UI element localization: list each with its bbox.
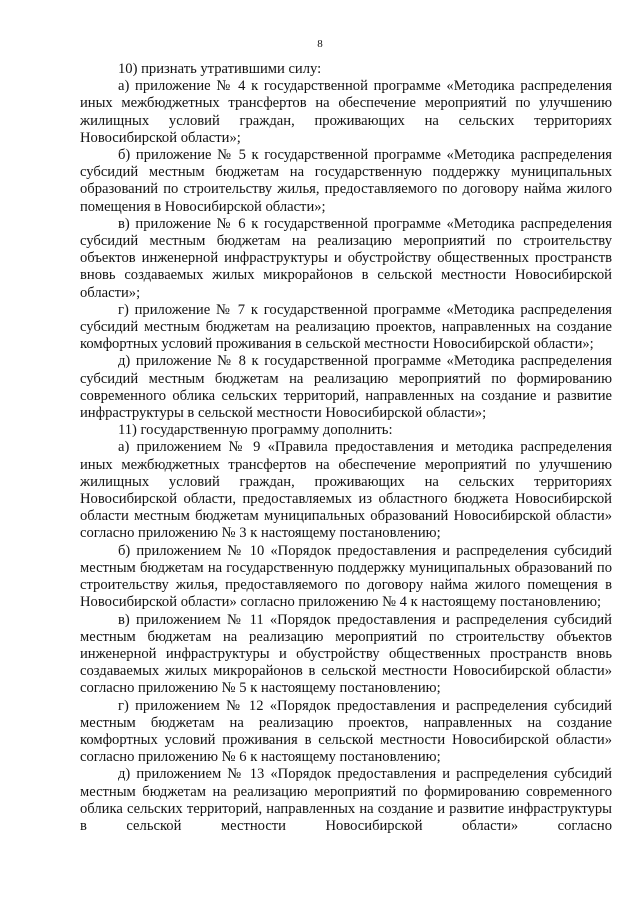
paragraph-10b: б) приложение № 5 к государственной программе «Методика распределения субсидий местным бюджетам на государственную поддержку муниципальных образований по строительству жилья, предоставляемого по договору найма жилого помещения в Новосибирской области»; [80, 147, 612, 215]
paragraph-10e: д) приложение № 8 к государственной программе «Методика распределения субсидий местным бюджетам на реализацию мероприятий по формированию современного облика сельских территорий, направленных на создание и развитие инфраструктуры в сельской местности Новосибирской области»; [80, 353, 612, 422]
paragraph-10a: а) приложение № 4 к государственной программе «Методика распределения иных межбюджетных трансфертов на обеспечение мероприятий по улучшению жилищных условий граждан, проживающих на сельских территориях Новосибирской области»; [80, 78, 612, 146]
page-number: 8 [317, 38, 323, 50]
paragraph-item-11: 11) государственную программу дополнить: [118, 422, 393, 439]
paragraph-11b: б) приложением № 10 «Порядок предоставления и распределения субсидий местным бюджетам на государственную поддержку муниципальных образований по строительству жилья, предоставляемого по договору найма жилого помещения в Новосибирской области» согласно приложению № 4 к настоящему постановлению; [80, 542, 612, 611]
paragraph-11e: д) приложением № 13 «Порядок предоставления и распределения субсидий местным бюджетам на реализацию мероприятий по формированию современного облика сельских территорий, направленных на создание и развитие инфраструктуры в сельской местности Новосибирской области» согласно [80, 766, 612, 834]
paragraph-10d: г) приложение № 7 к государственной программе «Методика распределения субсидий местным бюджетам на реализацию проектов, направленных на создание комфортных условий проживания в сельской местности Новосибирской области»; [80, 301, 612, 353]
paragraph-11d: г) приложением № 12 «Порядок предоставления и распределения субсидий местным бюджетам на реализацию проектов, направленных на создание комфортных условий проживания в сельской местности Новосибирской области» согласно приложению № 6 к настоящему постановлению; [80, 697, 612, 766]
paragraph-10c: в) приложение № 6 к государственной программе «Методика распределения субсидий местным бюджетам на реализацию мероприятий по строительству объектов инженерной инфраструктуры и обустройству общественных пространств вновь создаваемых жилых микрорайонов в сельской местности Новосибирской области»; [80, 215, 612, 301]
document-body [80, 61, 612, 835]
paragraph-11c: в) приложением № 11 «Порядок предоставления и распределения субсидий местным бюджетам на реализацию мероприятий по строительству объектов инженерной инфраструктуры и обустройству общественных пространств вновь создаваемых жилых микрорайонов в сельской местности Новосибирской области» согласно приложению № 5 к настоящему постановлению; [80, 611, 612, 697]
paragraph-11a: а) приложением № 9 «Правила предоставления и методика распределения иных межбюджетных трансфертов на обеспечение мероприятий по улучшению жилищных условий граждан, проживающих на сельских территориях Новосибирской области, предоставляемых из областного бюджета Новосибирской области местным бюджетам муниципальных образований Новосибирской области» согласно приложению № 3 к настоящему постановлению; [80, 439, 612, 542]
paragraph-item-10: 10) признать утратившими силу: [118, 61, 322, 77]
